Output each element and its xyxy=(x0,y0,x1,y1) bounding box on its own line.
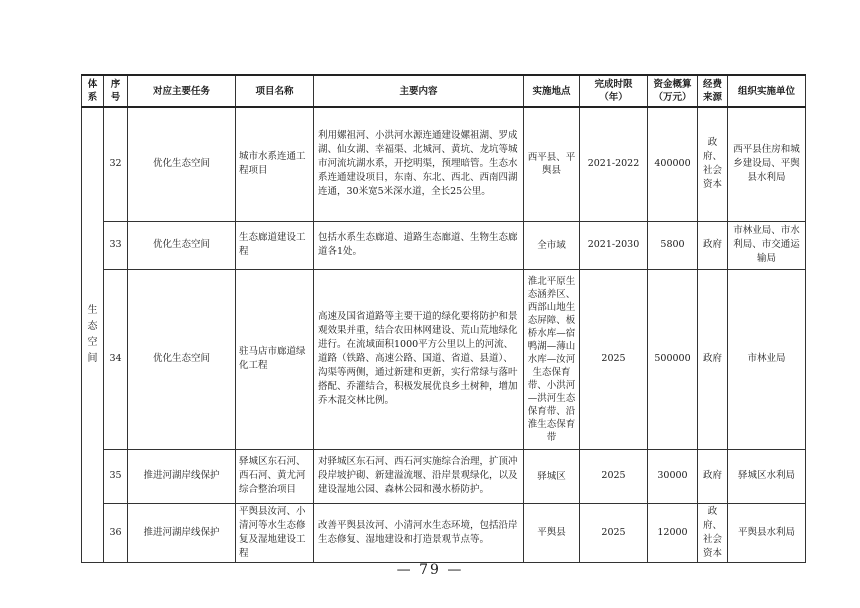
row-seq: 33 xyxy=(104,221,128,269)
row-seq: 36 xyxy=(104,503,128,562)
table-header-row xyxy=(82,75,806,107)
header-content: 主要内容 xyxy=(314,75,524,107)
row-place: 驿城区 xyxy=(524,449,580,503)
row-source: 政府 xyxy=(698,269,728,449)
row-content: 对驿城区东石河、西石河实施综合治理，扩顶冲段岸坡护砌、新建溢流堰、沿岸景观绿化，以及建设湿地公园、森林公园和漫水桥防护。 xyxy=(314,449,524,503)
row-period: 2025 xyxy=(580,449,648,503)
header-unit: 组织实施单位 xyxy=(728,75,806,107)
row-unit: 驿城区水利局 xyxy=(728,449,806,503)
row-task: 推进河湖岸线保护 xyxy=(128,449,236,503)
row-seq: 34 xyxy=(104,269,128,449)
row-task: 优化生态空间 xyxy=(128,221,236,269)
header-category: 体系 xyxy=(82,75,104,107)
header-source: 经费来源 xyxy=(698,75,728,107)
header-place: 实施地点 xyxy=(524,75,580,107)
row-budget: 500000 xyxy=(648,269,698,449)
row-unit: 西平县住房和城乡建设局、平舆县水利局 xyxy=(728,107,806,221)
row-content: 改善平舆县汝河、小清河水生态环境，包括沿岸生态修复、湿地建设和打造景观节点等。 xyxy=(314,503,524,562)
row-place: 全市域 xyxy=(524,221,580,269)
row-period: 2021-2030 xyxy=(580,221,648,269)
table-row xyxy=(82,107,806,221)
row-budget: 12000 xyxy=(648,503,698,562)
header-task: 对应主要任务 xyxy=(128,75,236,107)
header-budget: 资金概算（万元） xyxy=(648,75,698,107)
category-cell: 生态空间 xyxy=(82,107,104,562)
row-budget: 400000 xyxy=(648,107,698,221)
row-task: 优化生态空间 xyxy=(128,107,236,221)
page-number: — 79 — xyxy=(396,562,464,578)
row-source: 政府、社会资本 xyxy=(698,107,728,221)
row-seq: 35 xyxy=(104,449,128,503)
row-place: 淮北平原生态涵养区、西部山地生态屏障、板桥水库—宿鸭湖—薄山水库—汝河生态保育带、小洪河—洪河生态保育带、沿淮生态保育带 xyxy=(524,269,580,449)
row-name: 生态廊道建设工程 xyxy=(236,221,314,269)
row-period: 2025 xyxy=(580,269,648,449)
row-content: 包括水系生态廊道、道路生态廊道、生物生态廊道各1处。 xyxy=(314,221,524,269)
row-task: 推进河湖岸线保护 xyxy=(128,503,236,562)
row-unit: 平舆县水利局 xyxy=(728,503,806,562)
row-budget: 5800 xyxy=(648,221,698,269)
row-budget: 30000 xyxy=(648,449,698,503)
header-name: 项目名称 xyxy=(236,75,314,107)
row-source: 政府、社会资本 xyxy=(698,503,728,562)
row-task: 优化生态空间 xyxy=(128,269,236,449)
header-seq: 序号 xyxy=(104,75,128,107)
row-name: 平舆县汝河、小清河等水生态修复及湿地建设工程 xyxy=(236,503,314,562)
row-unit: 市林业局 xyxy=(728,269,806,449)
row-source: 政府 xyxy=(698,221,728,269)
row-name: 驻马店市廊道绿化工程 xyxy=(236,269,314,449)
row-place: 平舆县 xyxy=(524,503,580,562)
row-name: 城市水系连通工程项目 xyxy=(236,107,314,221)
project-table xyxy=(81,74,806,563)
header-period: 完成时限（年） xyxy=(580,75,648,107)
table-row xyxy=(82,449,806,503)
table-row xyxy=(82,503,806,562)
row-name: 驿城区东石河、西石河、黄尤河综合整治项目 xyxy=(236,449,314,503)
row-unit: 市林业局、市水利局、市交通运输局 xyxy=(728,221,806,269)
table-row xyxy=(82,221,806,269)
row-content: 利用嫘祖河、小洪河水源连通建设嫘祖湖、罗成湖、仙女湖、幸福渠、北城河、黄坑、龙坑等城市河流坑湖水系，开挖明渠，预埋暗管。生态水系连通建设项目，东南、东北、西北、西南四湖连通，30米宽5米深水道，全长25公里。 xyxy=(314,107,524,221)
row-place: 西平县、平舆县 xyxy=(524,107,580,221)
row-seq: 32 xyxy=(104,107,128,221)
row-period: 2025 xyxy=(580,503,648,562)
row-content: 高速及国省道路等主要干道的绿化要将防护和景观效果并重，结合农田林网建设、荒山荒地绿化进行。在流域面积1000平方公里以上的河流、道路（铁路、高速公路、国道、省道、县道）、沟渠等两侧，通过新建和更新，实行常绿与落叶搭配、乔灌结合，积极发展优良乡土树种，增加乔木混交林比例。 xyxy=(314,269,524,449)
row-source: 政府 xyxy=(698,449,728,503)
table-row xyxy=(82,269,806,449)
row-period: 2021-2022 xyxy=(580,107,648,221)
